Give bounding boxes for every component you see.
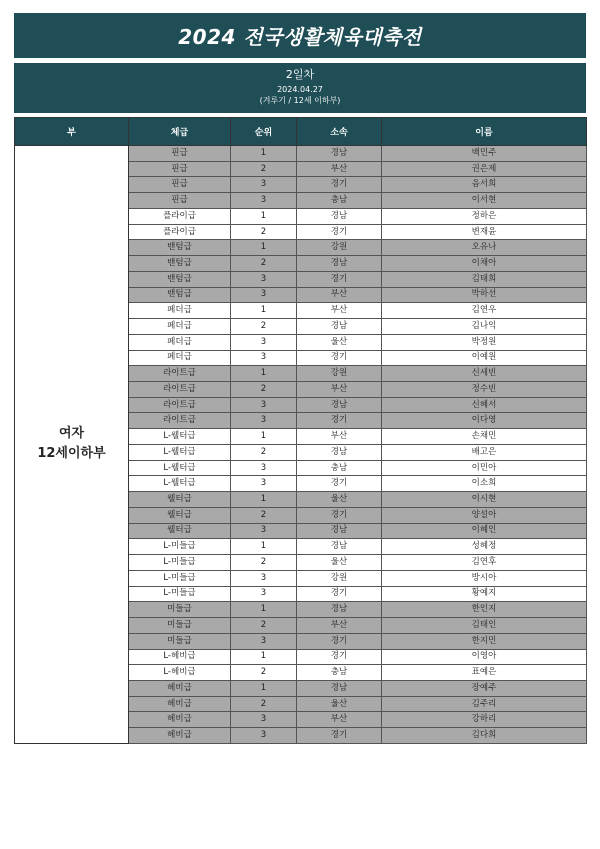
weight-class-cell: 밴텀급	[129, 271, 231, 287]
division-cell	[15, 146, 129, 744]
table-body	[15, 146, 587, 744]
weight-class-cell: 핀급	[129, 161, 231, 177]
athlete-name-cell: 변재윤	[382, 224, 587, 240]
weight-class-cell: 미들급	[129, 633, 231, 649]
rank-cell: 3	[231, 523, 297, 539]
rank-cell: 1	[231, 649, 297, 665]
column-header-division: 부	[15, 118, 129, 146]
rank-cell: 2	[231, 224, 297, 240]
athlete-name-cell: 양설아	[382, 507, 587, 523]
date-label: 2024.04.27	[277, 85, 323, 94]
division-label-gender: 여자	[58, 426, 85, 442]
rank-cell: 3	[231, 728, 297, 744]
weight-class-cell: 페더급	[129, 303, 231, 319]
rank-cell: 2	[231, 696, 297, 712]
athlete-name-cell: 박하선	[382, 287, 587, 303]
region-cell: 경남	[297, 602, 382, 618]
rank-cell: 1	[231, 240, 297, 256]
rank-cell: 2	[231, 256, 297, 272]
weight-class-cell: 페더급	[129, 350, 231, 366]
region-cell: 경남	[297, 256, 382, 272]
weight-class-cell: 밴텀급	[129, 240, 231, 256]
weight-class-cell: 미들급	[129, 618, 231, 634]
weight-class-cell: 미들급	[129, 602, 231, 618]
region-cell: 경기	[297, 224, 382, 240]
region-cell: 경남	[297, 539, 382, 555]
rank-cell: 3	[231, 460, 297, 476]
weight-class-cell: L-미들급	[129, 586, 231, 602]
rank-cell: 1	[231, 539, 297, 555]
athlete-name-cell: 표예은	[382, 665, 587, 681]
region-cell: 부산	[297, 161, 382, 177]
region-cell: 경기	[297, 649, 382, 665]
weight-class-cell: 헤비급	[129, 680, 231, 696]
athlete-name-cell: 김나익	[382, 319, 587, 335]
athlete-name-cell: 이서현	[382, 193, 587, 209]
region-cell: 경기	[297, 413, 382, 429]
region-cell: 부산	[297, 712, 382, 728]
region-cell: 경기	[297, 728, 382, 744]
athlete-name-cell: 김연우	[382, 303, 587, 319]
athlete-name-cell: 이혜인	[382, 523, 587, 539]
weight-class-cell: 헤비급	[129, 728, 231, 744]
region-cell: 경남	[297, 146, 382, 162]
weight-class-cell: 밴텀급	[129, 256, 231, 272]
weight-class-cell: 페더급	[129, 334, 231, 350]
event-note: (겨루기 / 12세 이하부)	[259, 96, 341, 105]
rank-cell: 2	[231, 444, 297, 460]
region-cell: 경남	[297, 680, 382, 696]
region-cell: 경기	[297, 633, 382, 649]
rank-cell: 1	[231, 208, 297, 224]
athlete-name-cell: 성혜정	[382, 539, 587, 555]
rank-cell: 1	[231, 680, 297, 696]
athlete-name-cell: 백민주	[382, 146, 587, 162]
rank-cell: 2	[231, 555, 297, 571]
weight-class-cell: 핀급	[129, 146, 231, 162]
region-cell: 경남	[297, 444, 382, 460]
rank-cell: 2	[231, 665, 297, 681]
athlete-name-cell: 이시현	[382, 492, 587, 508]
athlete-name-cell: 김주리	[382, 696, 587, 712]
athlete-name-cell: 박정원	[382, 334, 587, 350]
weight-class-cell: 헤비급	[129, 712, 231, 728]
rank-cell: 3	[231, 350, 297, 366]
athlete-name-cell: 한인지	[382, 602, 587, 618]
column-header-weight-class: 체급	[129, 118, 231, 146]
region-cell: 경남	[297, 523, 382, 539]
division-label-age: 12세이하부	[37, 446, 106, 462]
weight-class-cell: L-웰터급	[129, 460, 231, 476]
rank-cell: 3	[231, 413, 297, 429]
weight-class-cell: L-미들급	[129, 539, 231, 555]
rank-cell: 3	[231, 334, 297, 350]
region-cell: 경기	[297, 476, 382, 492]
rank-cell: 2	[231, 507, 297, 523]
athlete-name-cell: 신혜서	[382, 397, 587, 413]
weight-class-cell: 라이트급	[129, 397, 231, 413]
region-cell: 경기	[297, 177, 382, 193]
region-cell: 경기	[297, 586, 382, 602]
athlete-name-cell: 이예원	[382, 350, 587, 366]
rank-cell: 1	[231, 303, 297, 319]
athlete-name-cell: 방시아	[382, 570, 587, 586]
athlete-name-cell: 황예지	[382, 586, 587, 602]
weight-class-cell: 웰터급	[129, 523, 231, 539]
weight-class-cell: 밴텀급	[129, 287, 231, 303]
page-title: 2024 전국생활체육대축전	[178, 25, 422, 49]
region-cell: 울산	[297, 334, 382, 350]
region-cell: 울산	[297, 492, 382, 508]
region-cell: 충남	[297, 460, 382, 476]
athlete-name-cell: 김태인	[382, 618, 587, 634]
weight-class-cell: 라이트급	[129, 366, 231, 382]
region-cell: 부산	[297, 382, 382, 398]
athlete-name-cell: 이민아	[382, 460, 587, 476]
region-cell: 경남	[297, 319, 382, 335]
region-cell: 경기	[297, 507, 382, 523]
rank-cell: 2	[231, 161, 297, 177]
weight-class-cell: L-헤비급	[129, 665, 231, 681]
weight-class-cell: L-미들급	[129, 570, 231, 586]
weight-class-cell: L-웰터급	[129, 476, 231, 492]
athlete-name-cell: 김다희	[382, 728, 587, 744]
athlete-name-cell: 정하은	[382, 208, 587, 224]
rank-cell: 1	[231, 146, 297, 162]
weight-class-cell: L-헤비급	[129, 649, 231, 665]
athlete-name-cell: 이채아	[382, 256, 587, 272]
region-cell: 강원	[297, 240, 382, 256]
rank-cell: 3	[231, 570, 297, 586]
rank-cell: 2	[231, 618, 297, 634]
rank-cell: 1	[231, 366, 297, 382]
subtitle-banner	[14, 63, 586, 113]
region-cell: 충남	[297, 665, 382, 681]
weight-class-cell: L-웰터급	[129, 444, 231, 460]
rank-cell: 3	[231, 397, 297, 413]
region-cell: 강원	[297, 570, 382, 586]
column-header-region: 소속	[297, 118, 382, 146]
table-row	[15, 146, 587, 162]
rank-cell: 1	[231, 602, 297, 618]
rank-cell: 1	[231, 429, 297, 445]
weight-class-cell: 웰터급	[129, 492, 231, 508]
rank-cell: 3	[231, 193, 297, 209]
athlete-name-cell: 음서희	[382, 177, 587, 193]
rank-cell: 2	[231, 382, 297, 398]
region-cell: 경남	[297, 397, 382, 413]
title-banner	[14, 13, 586, 58]
athlete-name-cell: 이영아	[382, 649, 587, 665]
athlete-name-cell: 김태희	[382, 271, 587, 287]
region-cell: 경남	[297, 208, 382, 224]
rank-cell: 3	[231, 586, 297, 602]
weight-class-cell: L-미들급	[129, 555, 231, 571]
weight-class-cell: 헤비급	[129, 696, 231, 712]
athlete-name-cell: 강하리	[382, 712, 587, 728]
athlete-name-cell: 손채민	[382, 429, 587, 445]
table-header-row	[15, 118, 587, 146]
region-cell: 강원	[297, 366, 382, 382]
region-cell: 충남	[297, 193, 382, 209]
athlete-name-cell: 장예주	[382, 680, 587, 696]
athlete-name-cell: 이소희	[382, 476, 587, 492]
rank-cell: 2	[231, 319, 297, 335]
athlete-name-cell: 권은제	[382, 161, 587, 177]
column-header-rank: 순위	[231, 118, 297, 146]
rank-cell: 3	[231, 476, 297, 492]
athlete-name-cell: 배고은	[382, 444, 587, 460]
athlete-name-cell: 오유나	[382, 240, 587, 256]
weight-class-cell: L-웰터급	[129, 429, 231, 445]
weight-class-cell: 라이트급	[129, 382, 231, 398]
region-cell: 부산	[297, 287, 382, 303]
region-cell: 부산	[297, 303, 382, 319]
region-cell: 경기	[297, 350, 382, 366]
rank-cell: 3	[231, 712, 297, 728]
weight-class-cell: 플라이급	[129, 208, 231, 224]
athlete-name-cell: 신세빈	[382, 366, 587, 382]
athlete-name-cell: 한지민	[382, 633, 587, 649]
rank-cell: 3	[231, 287, 297, 303]
rank-cell: 3	[231, 633, 297, 649]
weight-class-cell: 핀급	[129, 193, 231, 209]
weight-class-cell: 라이트급	[129, 413, 231, 429]
region-cell: 울산	[297, 555, 382, 571]
region-cell: 울산	[297, 696, 382, 712]
athlete-name-cell: 정수빈	[382, 382, 587, 398]
rank-cell: 3	[231, 177, 297, 193]
athlete-name-cell: 김연후	[382, 555, 587, 571]
day-label: 2일차	[285, 68, 315, 81]
rank-cell: 3	[231, 271, 297, 287]
weight-class-cell: 핀급	[129, 177, 231, 193]
region-cell: 부산	[297, 429, 382, 445]
results-table	[14, 117, 587, 744]
rank-cell: 1	[231, 492, 297, 508]
region-cell: 부산	[297, 618, 382, 634]
region-cell: 경기	[297, 271, 382, 287]
weight-class-cell: 페더급	[129, 319, 231, 335]
athlete-name-cell: 이다영	[382, 413, 587, 429]
weight-class-cell: 웰터급	[129, 507, 231, 523]
column-header-name: 이름	[382, 118, 587, 146]
weight-class-cell: 플라이급	[129, 224, 231, 240]
